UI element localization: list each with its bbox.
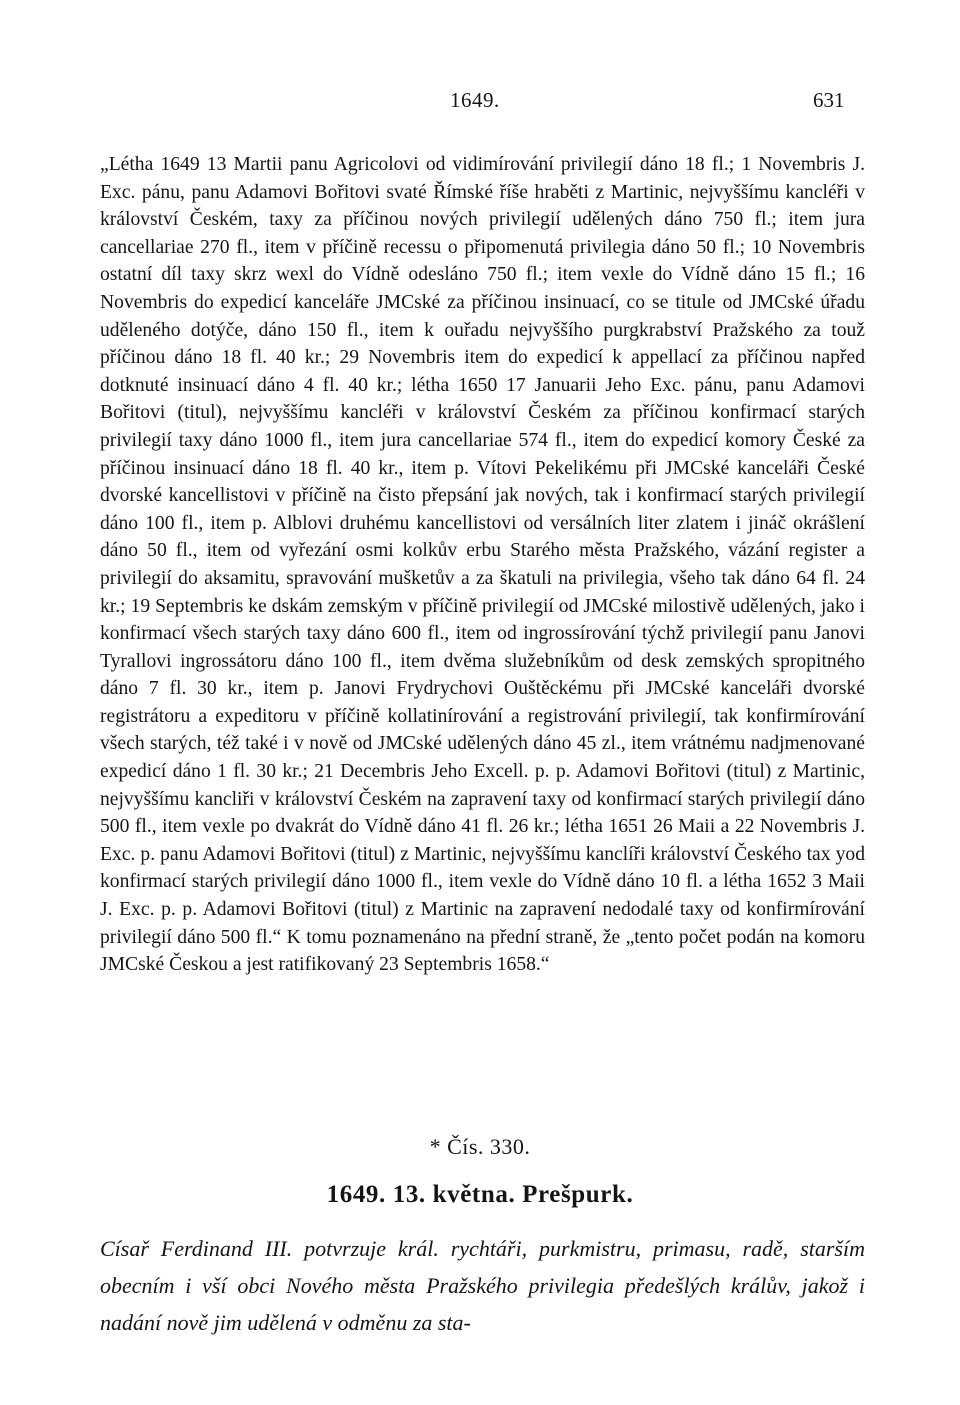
document-heading: 1649. 13. května. Prešpurk.: [326, 1181, 634, 1208]
page-number: 631: [813, 88, 845, 112]
body-text: [100, 151, 865, 979]
regest-paragraph: Císař Ferdinand III. potvrzuje král. rychtáři, purkmistru, primasu, radě, starším obecním i vší obci Nového města Pražského privilegia předešlých králův, jakož i nadání nově jim udělená v odměnu za sta-: [100, 1236, 865, 1335]
running-head: [0, 88, 960, 118]
body-paragraph: „Létha 1649 13 Martii panu Agricolovi od vidimírování privilegií dáno 18 fl.; 1 Novembris J. Exc. pánu, panu Adamovi Bořitovi svaté Římské říše hraběti z Martinic, nejvyššímu kancléři v království Českém, taxy za příčinou nových privilegií udělených dáno 750 fl.; item jura cancellariae 270 fl., item v příčině recessu o připomenutá privilegia dáno 50 fl.; 10 Novembris ostatní díl taxy skrz wexl do Vídně odesláno 750 fl.; item vexle do Vídně dáno 15 fl.; 16 Novembris do expedicí kanceláře JMCské za příčinou insinuací, co se titule od JMCské úřadu uděleného dotýče, dáno 150 fl., item k ouřadu nejvyššího purgkrabství Pražského za touž příčinou dáno 18 fl. 40 kr.; 29 Novembris item do expedicí k appellací za příčinou napřed dotknuté insinuací dáno 4 fl. 40 kr.; létha 1650 17 Januarii Jeho Exc. pánu, panu Adamovi Bořitovi (titul), nejvyššímu kancléři v království Českém za příčinou konfirmací starých privilegií taxy dáno 1000 fl., item jura cancellariae 574 fl., item do expedicí komory České za příčinou insinuací dáno 18 fl. 40 kr., item p. Vítovi Pekelikému při JMCské kanceláři České dvorské kancellistovi v příčině na čisto přepsání jak nových, tak i konfirmací starých privilegií dáno 100 fl., item p. Alblovi druhému kancellistovi od versálních liter zlatem i jináč okrášlení dáno 50 fl., item od vyřezání osmi kolkův erbu Starého města Pražského, vázání register a privilegií do aksamitu, spravování mušketův a za škatuli na privilegia, všeho tak dáno 64 fl. 24 kr.; 19 Septembris ke dskám zemským v příčině privilegií od JMCské milostivě udělených, jako i konfirmací všech starých taxy dáno 600 fl., item od ingrossírování týchž privilegií panu Janovi Tyrallovi ingrossátoru dáno 100 fl., item dvěma služebníkům od desk zemských spropitného dáno 7 fl. 30 kr., item p. Janovi Frydrychovi Ouštěckému při JMCské kanceláři dvorské registrátoru a expeditoru v příčině kollatinírování a registrování privilegií, tak konfirmírování všech starých, též také i v nově od JMCské udělených dáno 45 zl., item vrátnému nadjmenované expedicí dáno 1 fl. 30 kr.; 21 Decembris Jeho Excell. p. p. Adamovi Bořitovi (titul) z Martinic, nejvyššímu kancliři v království Českém na zapravení taxy od konfirmací starých privilegií dáno 500 fl., item vexle po dvakrát do Vídně dáno 41 fl. 26 kr.; létha 1651 26 Maii a 22 Novembris J. Exc. p. panu Adamovi Bořitovi (titul) z Martinic, nejvyššímu kanclíři království Českého tax yod konfirmací starých privilegií dáno 1000 fl., item vexle do Vídně dáno 10 fl. a létha 1652 3 Maii J. Exc. p. p. Adamovi Bořitovi (titul) z Martinic na zapravení nedodalé taxy od konfirmírování privilegií dáno 500 fl.“ K tomu poznamenáno na přední straně, že „tento počet podán na komoru JMCské Českou a jest ratifikovaný 23 Septembris 1658.“: [100, 154, 865, 976]
running-head-year: 1649.: [450, 88, 500, 112]
document-number: * Čís. 330.: [429, 1134, 531, 1159]
regest: [100, 1230, 865, 1341]
